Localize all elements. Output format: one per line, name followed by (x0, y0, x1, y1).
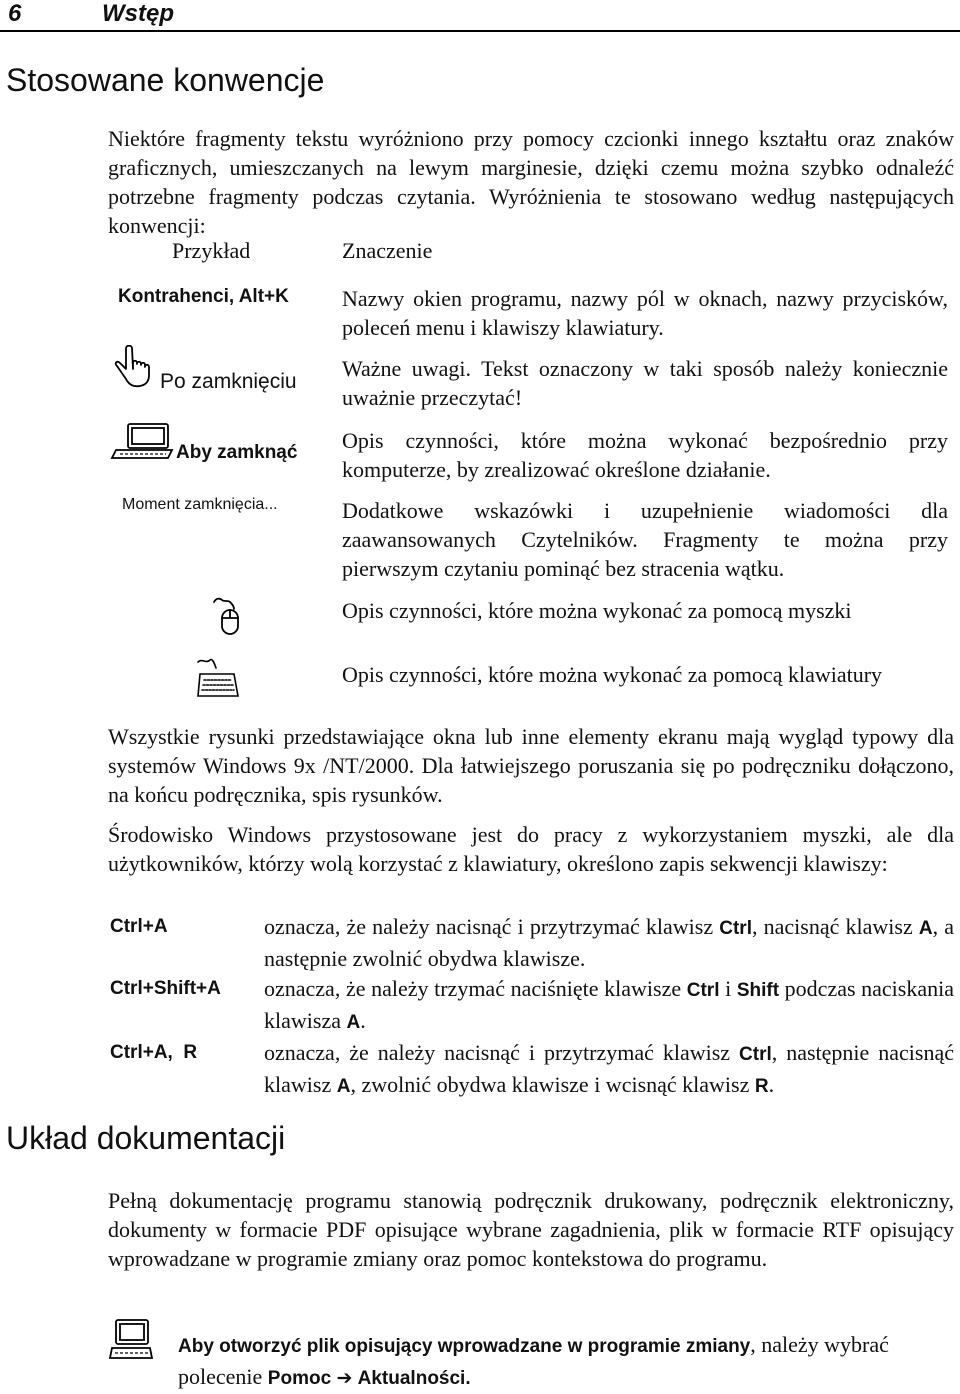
laptop-icon (110, 422, 174, 462)
section-heading-documentation: Układ dokumentacji (6, 1120, 286, 1156)
intro-paragraph: Niektóre fragmenty tekstu wyróżniono przy pomocy czcionki innego kształtu oraz znaków graficznych, umieszczanych na lewym marginesie, dzięki czemu można szybko odnaleźć potrzebne fragmenty podczas czytania. Wyróżnienia te stosowano według następujących konwencji: (108, 126, 954, 238)
shortcut-description: oznacza, że należy nacisnąć i przytrzymać klawisz Ctrl, następnie nacisnąć klawisz A, zwolnić obydwa klawisze i wcisnąć klawisz R. (264, 1040, 954, 1097)
laptop-icon (108, 1318, 154, 1362)
pointing-hand-icon (110, 345, 154, 391)
example-important-note: Po zamknięciu (160, 370, 297, 393)
chapter-title: Wstęp (102, 0, 174, 27)
example-bold-sans: Kontrahenci, Alt+K (118, 286, 289, 307)
section-heading-conventions: Stosowane konwencje (6, 62, 325, 98)
example-laptop-action: Aby zamknąć (176, 442, 298, 463)
mouse-icon (212, 596, 242, 638)
note-open-changes: Aby otworzyć plik opisujący wprowadzane w programie zmiany, należy wybrać polecenie Pomoc ➔ Aktualności. (178, 1332, 889, 1389)
header-rule (0, 30, 960, 32)
arrow-right-icon: ➔ (336, 1368, 353, 1389)
keyboard-icon (196, 658, 240, 700)
shortcut-key: Ctrl+A, R (110, 1042, 198, 1063)
meaning-text: Opis czynności, które można wykonać bezpośrednio przy komputerze, by zrealizować określone działanie. (342, 428, 948, 482)
example-advanced-tip: Moment zamknięcia... (122, 496, 278, 513)
keyboard-paragraph: Środowisko Windows przystosowane jest do pracy z wykorzystaniem myszki, ale dla użytkowników, którzy wolą korzystać z klawiatury, określono zapis sekwencji klawiszy: (108, 822, 954, 876)
shortcut-description: oznacza, że należy trzymać naciśnięte klawisze Ctrl i Shift podczas naciskania klawisza A. (264, 976, 955, 1033)
shortcut-key: Ctrl+Shift+A (110, 978, 221, 999)
column-header-meaning: Znaczenie (342, 238, 433, 263)
shortcut-key: Ctrl+A (110, 916, 168, 937)
meaning-text: Nazwy okien programu, nazwy pól w oknach, nazwy przycisków, poleceń menu i klawiszy klawiatury. (342, 286, 948, 340)
meaning-text: Opis czynności, które można wykonać za pomocą myszki (342, 598, 852, 623)
column-header-example: Przykład (172, 238, 251, 263)
documentation-paragraph: Pełną dokumentację programu stanowią podręcznik drukowany, podręcznik elektroniczny, dokumenty w formacie PDF opisujące wybrane zagadnienia, plik w formacie RTF opisujący wprowadzane w programie zmiany oraz pomoc kontekstowa do programu. (108, 1188, 954, 1271)
shortcut-description: oznacza, że należy nacisnąć i przytrzymać klawisz Ctrl, nacisnąć klawisz A, a następnie zwolnić obydwa klawisze. (264, 914, 955, 971)
meaning-text: Dodatkowe wskazówki i uzupełnienie wiadomości dla zaawansowanych Czytelników. Fragmenty te można przy pierwszym czytaniu pominąć bez stracenia wątku. (342, 498, 948, 581)
page-number: 6 (8, 0, 22, 27)
figures-paragraph: Wszystkie rysunki przedstawiające okna lub inne elementy ekranu mają wygląd typowy dla systemów Windows 9x /NT/2000. Dla łatwiejszego poruszania się po podręczniku dołączono, na końcu podręcznika, spis rysunków. (108, 724, 954, 807)
meaning-text: Opis czynności, które można wykonać za pomocą klawiatury (342, 662, 883, 687)
meaning-text: Ważne uwagi. Tekst oznaczony w taki sposób należy koniecznie uważnie przeczytać! (342, 356, 948, 410)
